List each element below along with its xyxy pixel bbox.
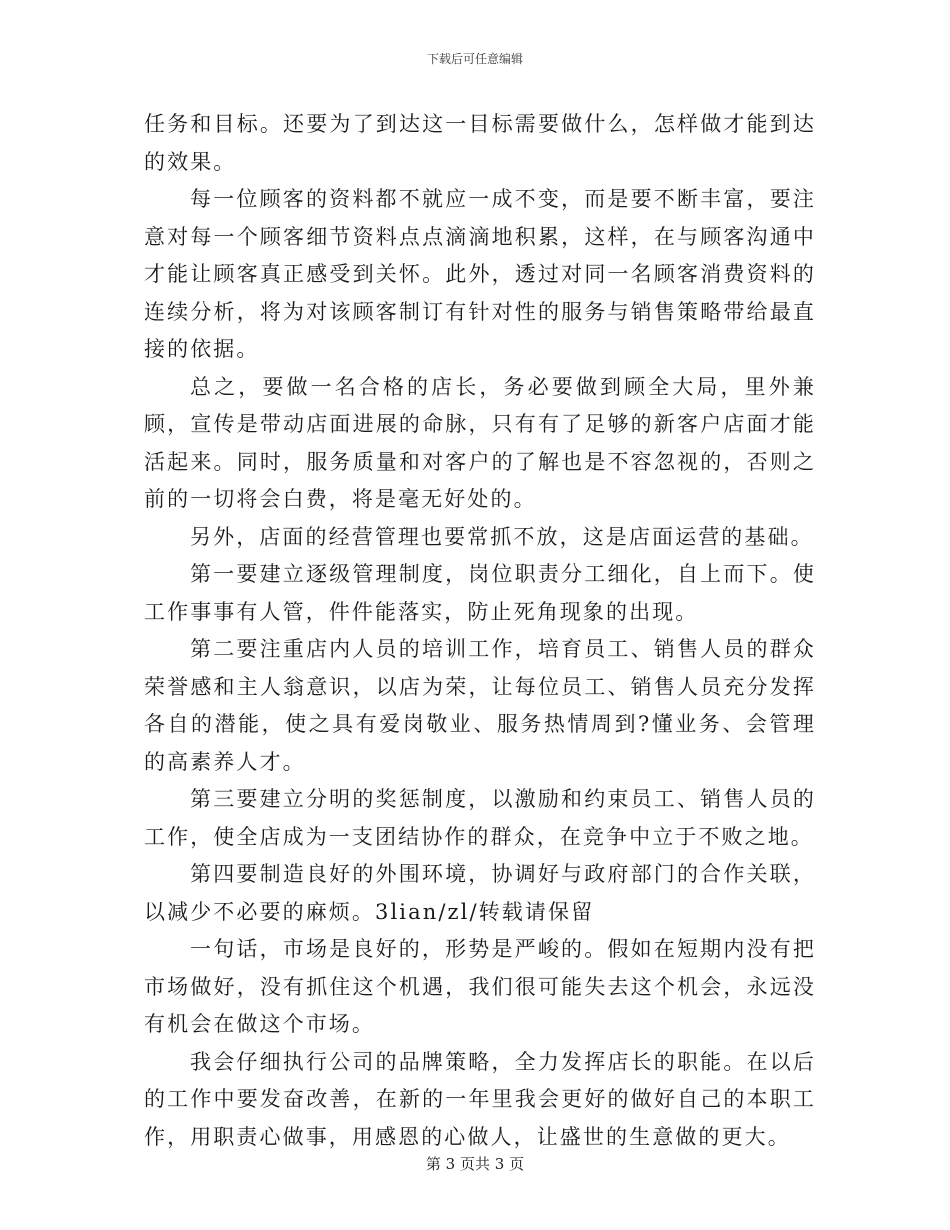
paragraph-customer-records: 每一位顾客的资料都不就应一成不变，而是要不断丰富，要注意对每一个顾客细节资料点点滴滴地积累，这样，在与顾客沟通中才能让顾客真正感受到关怀。此外，透过对同一名顾客消费资料的连续分析，将为对该顾客制订有针对性的服务与销售策略带给最直接的依据。 [144, 187, 816, 361]
paragraph-market: 一句话，市场是良好的，形势是严峻的。假如在短期内没有把市场做好，没有抓住这个机遇，我们很可能失去这个机会，永远没有机会在做这个市场。 [144, 937, 816, 1036]
paragraph-point-three: 第三要建立分明的奖惩制度，以激励和约束员工、销售人员的工作，使全店成为一支团结协作的群众，在竞争中立于不败之地。 [144, 787, 816, 849]
document-body [144, 106, 816, 1156]
paragraph-management-intro: 另外，店面的经营管理也要常抓不放，这是店面运营的基础。 [190, 524, 814, 549]
page-header: 下载后可任意编辑 [426, 52, 523, 66]
paragraph-summary: 总之，要做一名合格的店长，务必要做到顾全大局，里外兼顾，宣传是带动店面进展的命脉，只有有了足够的新客户店面才能活起来。同时，服务质量和对客户的了解也是不容忽视的，否则之前的一切将会白费，将是毫无好处的。 [144, 374, 816, 511]
page-number: 第 3 页共 3 页 [425, 1155, 525, 1173]
paragraph-point-four: 第四要制造良好的外围环境，协调好与政府部门的合作关联，以减少不必要的麻烦。3lian/zl/转载请保留 [144, 862, 816, 924]
paragraph-point-one: 第一要建立逐级管理制度，岗位职责分工细化，自上而下。使工作事事有人管，件件能落实，防止死角现象的出现。 [144, 562, 816, 624]
paragraph-point-two: 第二要注重店内人员的培训工作，培育员工、销售人员的群众荣誉感和主人翁意识，以店为荣，让每位员工、销售人员充分发挥各自的潜能，使之具有爱岗敬业、服务热情周到?懂业务、会管理的高素养人才。 [144, 637, 816, 774]
paragraph-continuation: 任务和目标。还要为了到达这一目标需要做什么，怎样做才能到达的效果。 [144, 112, 816, 174]
paragraph-commitment: 我会仔细执行公司的品牌策略，全力发挥店长的职能。在以后的工作中要发奋改善，在新的一年里我会更好的做好自己的本职工作，用职责心做事，用感恩的心做人，让盛世的生意做的更大。 [144, 1049, 816, 1149]
